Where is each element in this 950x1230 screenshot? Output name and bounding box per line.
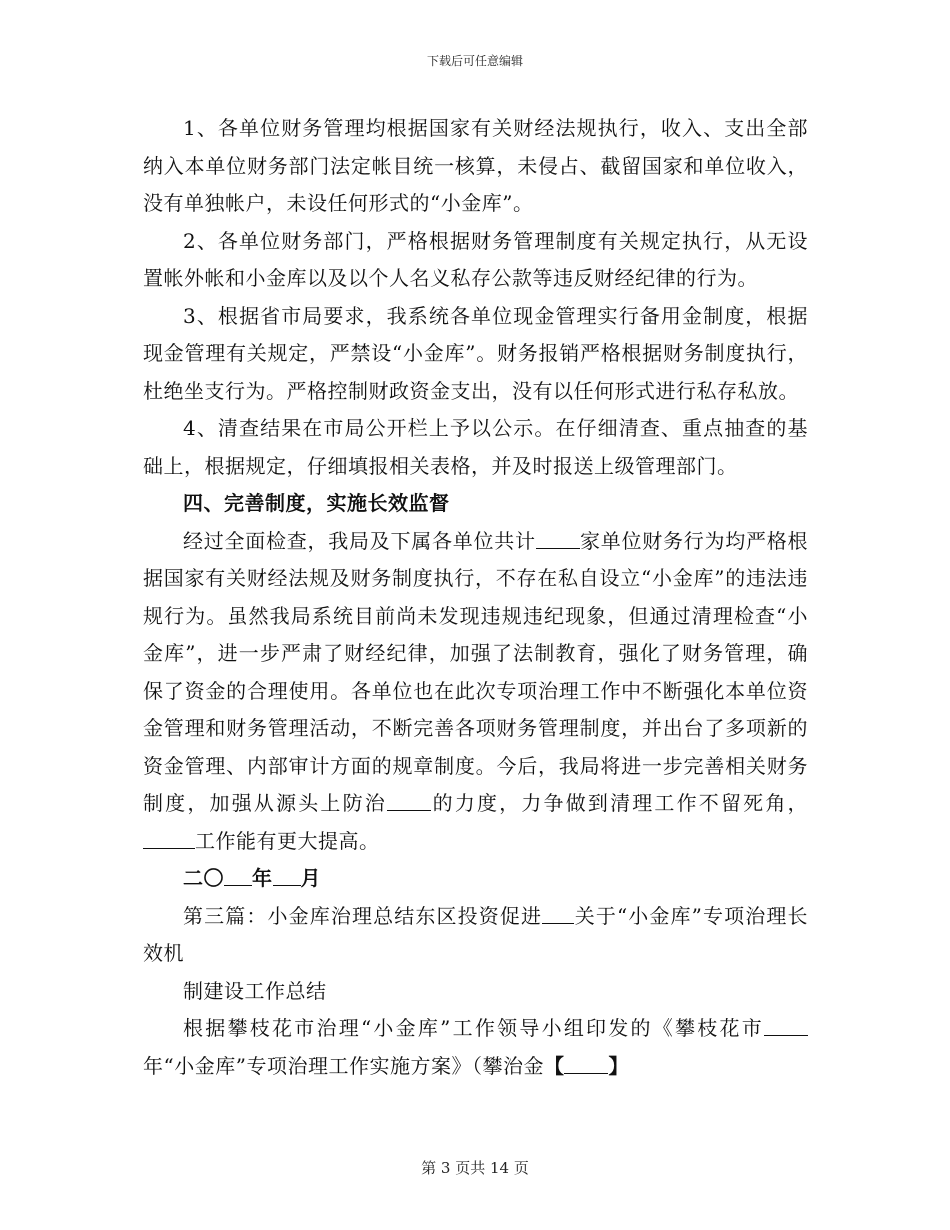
summary-text-3: 的力度，力争做到清理工作不留死角， [430,791,809,815]
page-footer: 第 3 页共 14 页 [421,1159,529,1177]
date-line [143,860,808,898]
paragraph-1: 1、各单位财务管理均根据国家有关财经法规执行，收入、支出全部纳入本单位财务部门法定帐目统一核算，未侵占、截留国家和单位收入，没有单独帐户，未设任何形式的“小金库”。 [143,116,808,215]
document-body [143,110,808,1085]
part3-title [143,898,808,973]
blank-work [143,827,195,849]
bracket-close: 】 [608,1053,629,1078]
summary-text-4: 工作能有更大提高。 [195,828,380,853]
blank-title [542,902,574,924]
date-year: 年 [252,866,273,890]
date-prefix: 二〇 [183,866,224,890]
summary-text-2: 家单位财务行为均严格根据国家有关财经法规及财务制度执行，不存在私自设立“小金库”的违法违规行为。虽然我局系统目前尚未发现违规违纪现象，但通过清理检查“小金库”，进一步严肃了财经纪律，加强了法制教育，强化了财务管理，确保了资金的合理使用。各单位也在此次专项治理工作中不断强化本单位资金管理和财务管理活动，不断完善各项财务管理制度，并出台了多项新的资金管理、内部审计方面的规章制度。今后，我局将进一步完善相关财务制度，加强从源头上防治 [143,528,808,815]
paragraph-2: 2、各单位财务部门，严格根据财务管理制度有关规定执行，从无设置帐外帐和小金库以及以个人名义私存公款等违反财经纪律的行为。 [143,228,808,290]
page-header: 下载后可任意编辑 [426,54,523,68]
last-text-1: 根据攀枝花市治理“小金库”工作领导小组印发的《攀枝花市 [183,1016,764,1040]
last-paragraph [143,1010,808,1085]
summary-paragraph [143,523,808,861]
section-heading: 四、完善制度，实施长效监督 [183,491,450,515]
last-text-2: 年“小金库”专项治理工作实施方案》（攀治金 [143,1053,544,1078]
part3-title-text-2: 关于“小金库”专项治理长效机 [143,903,809,965]
blank-doc-number [564,1052,608,1074]
blank-plan-year [764,1014,808,1036]
blank-unit-count [536,527,580,549]
date-month: 月 [300,866,321,890]
blank-prevention [387,789,431,811]
part3-title-text-1: 第三篇：小金库治理总结东区投资促进 [183,903,543,928]
blank-year [224,864,252,886]
blank-month [273,864,301,886]
summary-text-1: 经过全面检查，我局及下属各单位共计 [183,528,536,553]
paragraph-3: 3、根据省市局要求，我系统各单位现金管理实行备用金制度，根据现金管理有关规定，严禁设“小金库”。财务报销严格根据财务制度执行，杜绝坐支行为。严格控制财政资金支出，没有以任何形式进行私存私放。 [143,303,808,403]
bracket-open: 【 [543,1053,565,1078]
paragraph-4: 4、清查结果在市局公开栏上予以公示。在仔细清查、重点抽查的基础上，根据规定，仔细填报相关表格，并及时报送上级管理部门。 [143,416,808,478]
part3-subtitle: 制建设工作总结 [183,978,327,1003]
